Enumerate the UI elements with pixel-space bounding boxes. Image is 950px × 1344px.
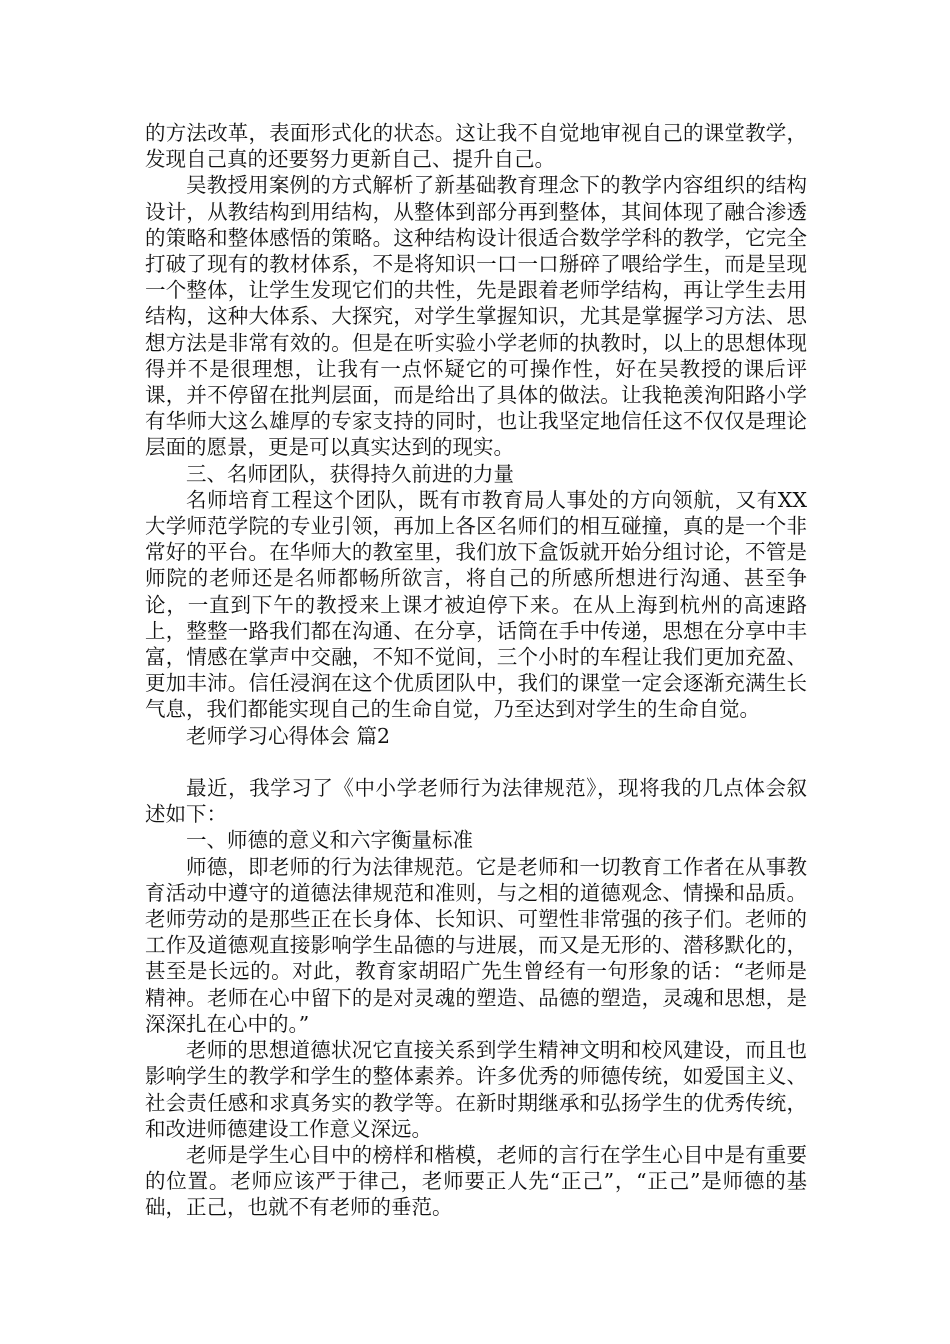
paragraph-team: 名师培育工程这个团队，既有市教育局人事处的方向领航，又有XX大学师范学院的专业引领，再加上各区名师们的相互碰撞，真的是一个非常好的平台。在华师大的教室里，我们放下盒饭就开始分组讨论，不管是师院的老师还是名师都畅所欲言，将自己的所感所想进行沟通、甚至争论，一直到下午的教授来上课才被迫停下来。在从上海到杭州的高速路上，整整一路我们都在沟通、在分享，话筒在手中传递，思想在分享中丰富，情感在掌声中交融，不知不觉间，三个小时的车程让我们更加充盈、更加丰沛。信任浸润在这个优质团队中，我们的课堂一定会逐渐充满生长气息，我们都能实现自己的生命自觉，乃至达到对学生的生命自觉。 <box>145 487 807 722</box>
paragraph-ethics-impact: 老师的思想道德状况它直接关系到学生精神文明和校风建设，而且也影响学生的教学和学生的整体素养。许多优秀的师德传统，如爱国主义、社会责任感和求真务实的教学等。在新时期继承和弘扬学生的优秀传统，和改进师德建设工作意义深远。 <box>145 1038 807 1141</box>
paragraph-ethics-definition: 师德，即老师的行为法律规范。它是老师和一切教育工作者在从事教育活动中遵守的道德法律规范和准则，与之相的道德观念、情操和品质。老师劳动的是那些正在长身体、长知识、可塑性非常强的孩子们。老师的工作及道德观直接影响学生品德的与进展，而又是无形的、潜移默化的，甚至是长远的。对此，教育家胡昭广先生曾经有一句形象的话：“老师是精神。老师在心中留下的是对灵魂的塑造、品德的塑造，灵魂和思想，是深深扎在心中的。” <box>145 854 807 1036</box>
paragraph-professor-wu: 吴教授用案例的方式解析了新基础教育理念下的教学内容组织的结构设计，从教结构到用结构，从整体到部分再到整体，其间体现了融合渗透的策略和整体感悟的策略。这种结构设计很适合数学学科的教学，它完全打破了现有的教材体系，不是将知识一口一口掰碎了喂给学生，而是呈现一个整体，让学生发现它们的共性，先是跟着老师学结构，再让学生去用结构，这种大体系、大探究，对学生掌握知识，尤其是掌握学习方法、思想方法是非常有效的。但是在听实验小学老师的执教时，以上的思想体现得并不是很理想，让我有一点怀疑它的可操作性，好在吴教授的课后评课，并不停留在批判层面，而是给出了具体的做法。让我艳羡洵阳路小学有华师大这么雄厚的专家支持的同时，也让我坚定地信任这不仅仅是理论层面的愿景，更是可以真实达到的现实。 <box>145 173 807 460</box>
paragraph-intro: 最近，我学习了《中小学老师行为法律规范》，现将我的几点体会叙述如下： <box>145 776 807 827</box>
section-heading-ethics: 一、师德的意义和六字衡量标准 <box>186 828 473 853</box>
section-heading-team: 三、名师团队，获得持久前进的力量 <box>186 461 514 486</box>
paragraph-role-model: 老师是学生心目中的榜样和楷模，老师的言行在学生心目中是有重要的位置。老师应该严于律己，老师要正人先“正己”，“正己”是师德的基础，正己，也就不有老师的垂范。 <box>145 1142 807 1220</box>
blank-line <box>145 749 807 775</box>
paragraph-continuation: 的方法改革，表面形式化的状态。这让我不自觉地审视自己的课堂教学，发现自己真的还要努力更新自己、提升自己。 <box>145 121 807 172</box>
document-page <box>145 120 807 1221</box>
article-title-part2: 老师学习心得体会 篇2 <box>186 723 391 748</box>
